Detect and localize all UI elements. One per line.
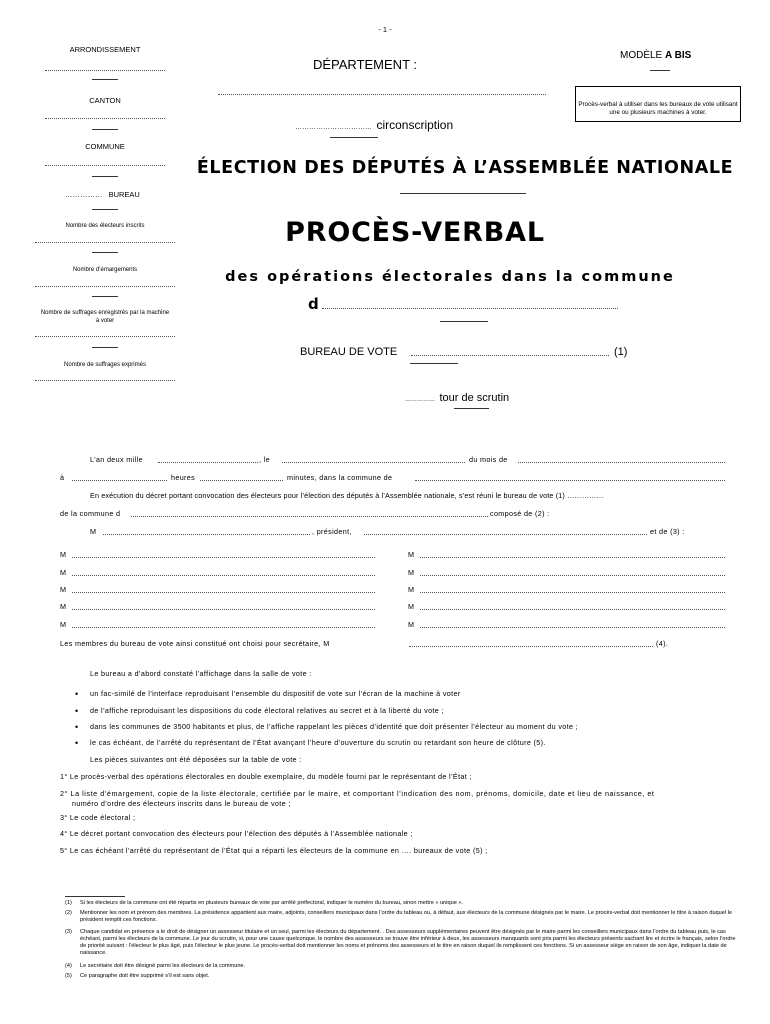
pieces-intro: Les pièces suivantes ont été déposées sur la table de vote : [90, 755, 302, 764]
footnote [65, 910, 745, 929]
assesseur-m: M [408, 602, 415, 611]
assesseur-field[interactable] [420, 609, 725, 610]
heures-label: heures [171, 473, 196, 482]
mois-label: du mois de [469, 455, 508, 464]
et-de-label: et de (3) : [650, 527, 685, 536]
usage-box-text: Procès-verbal à utiliser dans les bureaux de vote utilisant une ou plusieurs machines à voter. [578, 101, 738, 116]
separator [92, 347, 118, 348]
assesseur-m: M [408, 620, 415, 629]
footnote-text: Si les électeurs de la commune ont été répartis en plusieurs bureaux de vote par arrêté préfectoral, indiquer le numéro du bureau, sinon mettre « unique ». [80, 900, 464, 906]
inscrits-label: Nombre des électeurs inscrits [65, 223, 145, 229]
footnote-text: Le secrétaire doit être désigné parmi les électeurs de la commune. [80, 963, 246, 969]
bureau-label: BUREAU [108, 190, 140, 199]
arrondissement-label: ARRONDISSEMENT [69, 45, 141, 54]
commune-d-field[interactable] [131, 516, 488, 517]
assesseur-m: M [60, 568, 67, 577]
arrondissement-field[interactable] [45, 70, 165, 71]
footnote [65, 973, 745, 983]
commune-label: COMMUNE [85, 142, 125, 151]
departement-field[interactable] [218, 94, 546, 95]
tour-label: tour de scrutin [439, 392, 510, 404]
footnote-separator [65, 896, 125, 897]
commune-field[interactable] [45, 165, 165, 166]
president-label: , président, [312, 527, 352, 536]
assesseur-m: M [408, 585, 415, 594]
secretaire-ref: (4). [656, 639, 669, 648]
tour-dots[interactable]: …………… [405, 397, 435, 403]
list-item: • le cas échéant, de l’arrêté du représentant de l’État avançant l’heure d’ouverture du scrutin ou retardant son heure de clôture (5). [90, 738, 730, 754]
footnote [65, 963, 745, 973]
list-item: • de l’affiche reproduisant les dispositions du code électoral relatives au secret et à la liberté du vote ; [90, 706, 730, 722]
assesseur-field[interactable] [420, 592, 725, 593]
footnote-number: (1) [65, 900, 72, 906]
assesseurs-field[interactable] [364, 534, 647, 535]
affichage-intro: Le bureau a d’abord constaté l’affichage dans la salle de vote : [90, 669, 312, 678]
commune-d-label: de la commune d [60, 509, 121, 518]
separator [92, 129, 118, 130]
subtitle: des opérations électorales dans la commune [225, 269, 675, 285]
piece-item: 4° Le décret portant convocation des électeurs pour l’élection des députés à l’Assemblée nationale ; [60, 829, 413, 838]
commune-de-field[interactable] [415, 480, 725, 481]
assesseur-field[interactable] [420, 557, 725, 558]
footnote-text: Chaque candidat en présence a le droit de désigner un assesseur titulaire et un seul, parmi les électeurs du département. . Des assesseurs supplémentaires peuvent être désignés par le maire parmi les conseillers municipaux dans l’ordre du tableau puis, le cas échéant, parmi les électeurs de la commune. Le jour du scrutin, si, pour une cause quelconque, le nombre des assesseurs se trouve être inférieur à deux, les assesseurs manquants sont pris parmi les électeurs présents sachant lire et écrire le français, selon l’ordre de priorité suivant : l’électeur le plus âgé, puis l’électeur le plus jeune. Le procès-verbal doit mentionner les noms et prénoms des assesseurs et le titre en raison duquel ils remplissent ces fonctions. Si un assesseur siège en raison de son âge, indiquer la date de naissance. [80, 929, 736, 956]
separator [92, 252, 118, 253]
title-separator [400, 193, 526, 194]
assesseur-field[interactable] [420, 627, 725, 628]
piece-item: 1° Le procès-verbal des opérations électorales en double exemplaire, du modèle fourni par le représentant de l’État ; [60, 772, 472, 781]
heures-field[interactable] [72, 480, 167, 481]
separator [92, 176, 118, 177]
footnote-number: (5) [65, 973, 72, 979]
separator [410, 363, 458, 364]
bureau-de-vote-ref: (1) [614, 346, 628, 358]
proces-verbal-title: PROCÈS-VERBAL [285, 217, 545, 248]
list-item: • dans les communes de 3500 habitants et plus, de l’affiche rappelant les pièces d’identité que doit présenter l’électeur au moment du vote ; [90, 722, 730, 738]
bureau-row [65, 190, 185, 199]
circonscription-label: circonscription [376, 118, 454, 132]
assesseur-field[interactable] [420, 575, 725, 576]
circonscription-dots[interactable]: …………………………… [295, 124, 372, 131]
election-title: ÉLECTION DES DÉPUTÉS À L’ASSEMBLÉE NATIONALE [196, 158, 734, 178]
modele-code: A BIS [665, 50, 692, 61]
assesseur-m: M [408, 550, 415, 559]
usage-box [575, 86, 741, 122]
modele-prefix: MODÈLE [620, 50, 663, 61]
suffrages-enregistres-field[interactable] [35, 336, 175, 337]
modele-label [620, 50, 691, 61]
minutes-field[interactable] [200, 480, 283, 481]
assesseur-field[interactable] [72, 592, 375, 593]
assesseur-field[interactable] [72, 575, 375, 576]
emargements-label: Nombre d’émargements [72, 267, 138, 273]
piece-item: 3° Le code électoral ; [60, 813, 136, 822]
minutes-label: minutes, dans la commune de [287, 473, 393, 482]
piece-item: 5° Le cas échéant l’arrêté du représentant de l’État qui a réparti les électeurs de la commune en …. bureaux de vote (5) ; [60, 846, 488, 855]
separator [440, 321, 488, 322]
assesseur-m: M [408, 568, 415, 577]
footnote-text: Mentionner les nom et prénom des membres. La présidence appartient aux maire, adjoints, conseillers municipaux dans l’ordre du tableau ou, à défaut, aux électeurs de la commune désignés par le maire. Le procès-verbal doit mentionner le titre à raison duquel le président remplit ces fonctions. [80, 910, 733, 923]
separator [650, 70, 670, 71]
commune-name-field[interactable] [322, 308, 618, 309]
assesseur-field[interactable] [72, 609, 375, 610]
canton-field[interactable] [45, 118, 165, 119]
execution-line: En exécution du décret portant convocation des électeurs pour l’élection des députés à l’Assemblée nationale, s’est réuni le bureau de vote (1) …………… [90, 491, 604, 500]
assesseur-m: M [60, 602, 67, 611]
list-item: • un fac-similé de l’interface reproduisant l’ensemble du dispositif de vote sur l’écran de la machine à voter [90, 689, 730, 706]
an-label: L’an deux mille [90, 455, 143, 464]
annee-field[interactable] [158, 462, 258, 463]
footnote-number: (4) [65, 963, 72, 969]
footnote-number: (3) [65, 929, 72, 935]
piece-item-continued: numéro d’ordre des électeurs inscrits dans le bureau de vote ; [72, 799, 291, 808]
compose-label: composé de (2) : [490, 509, 550, 518]
bureau-de-vote-field[interactable] [411, 355, 609, 356]
footnotes [65, 900, 745, 983]
bureau-dots[interactable]: …………… [65, 190, 103, 199]
separator [454, 408, 489, 409]
canton-label: CANTON [89, 96, 121, 105]
assesseur-field[interactable] [72, 557, 375, 558]
commune-d: d [308, 295, 319, 313]
suffrages-exprimes-field[interactable] [35, 380, 175, 381]
footnote [65, 929, 745, 963]
inscrits-field[interactable] [35, 242, 175, 243]
suffrages-enregistres-label: Nombre de suffrages enregistrés par la machine à voter [40, 310, 170, 324]
footnote-text: Ce paragraphe doit être supprimé s’il est sans objet. [80, 973, 210, 979]
tour-row [405, 388, 509, 406]
assesseur-field[interactable] [72, 627, 375, 628]
bureau-de-vote-label: BUREAU DE VOTE [300, 346, 398, 358]
a-label: à [60, 473, 65, 482]
circonscription-row [295, 116, 453, 134]
footnote-number: (2) [65, 910, 72, 916]
separator [92, 79, 118, 80]
secretaire-label: Les membres du bureau de vote ainsi constitué ont choisi pour secrétaire, M [60, 639, 330, 648]
separator [92, 209, 118, 210]
emargements-field[interactable] [35, 286, 175, 287]
assesseur-m: M [60, 550, 67, 559]
president-m: M [90, 527, 97, 536]
line-an [90, 455, 143, 464]
departement-label: DÉPARTEMENT : [312, 57, 418, 72]
piece-item: 2° La liste d’émargement, copie de la liste électorale, certifiée par le maire, et comportant l’indication des nom, prénoms, domicile, date et lieu de naissance, et [60, 789, 655, 798]
separator [330, 137, 378, 138]
page-number: - 1 - [378, 25, 392, 34]
jour-field[interactable] [282, 462, 465, 463]
affichage-list [90, 689, 730, 754]
assesseur-m: M [60, 620, 67, 629]
secretaire-field[interactable] [409, 646, 653, 647]
suffrages-exprimes-label: Nombre de suffrages exprimés [64, 362, 146, 368]
footnote [65, 900, 745, 910]
le-label: , le [259, 455, 270, 464]
mois-field[interactable] [518, 462, 725, 463]
separator [92, 296, 118, 297]
president-field[interactable] [103, 534, 310, 535]
assesseur-m: M [60, 585, 67, 594]
